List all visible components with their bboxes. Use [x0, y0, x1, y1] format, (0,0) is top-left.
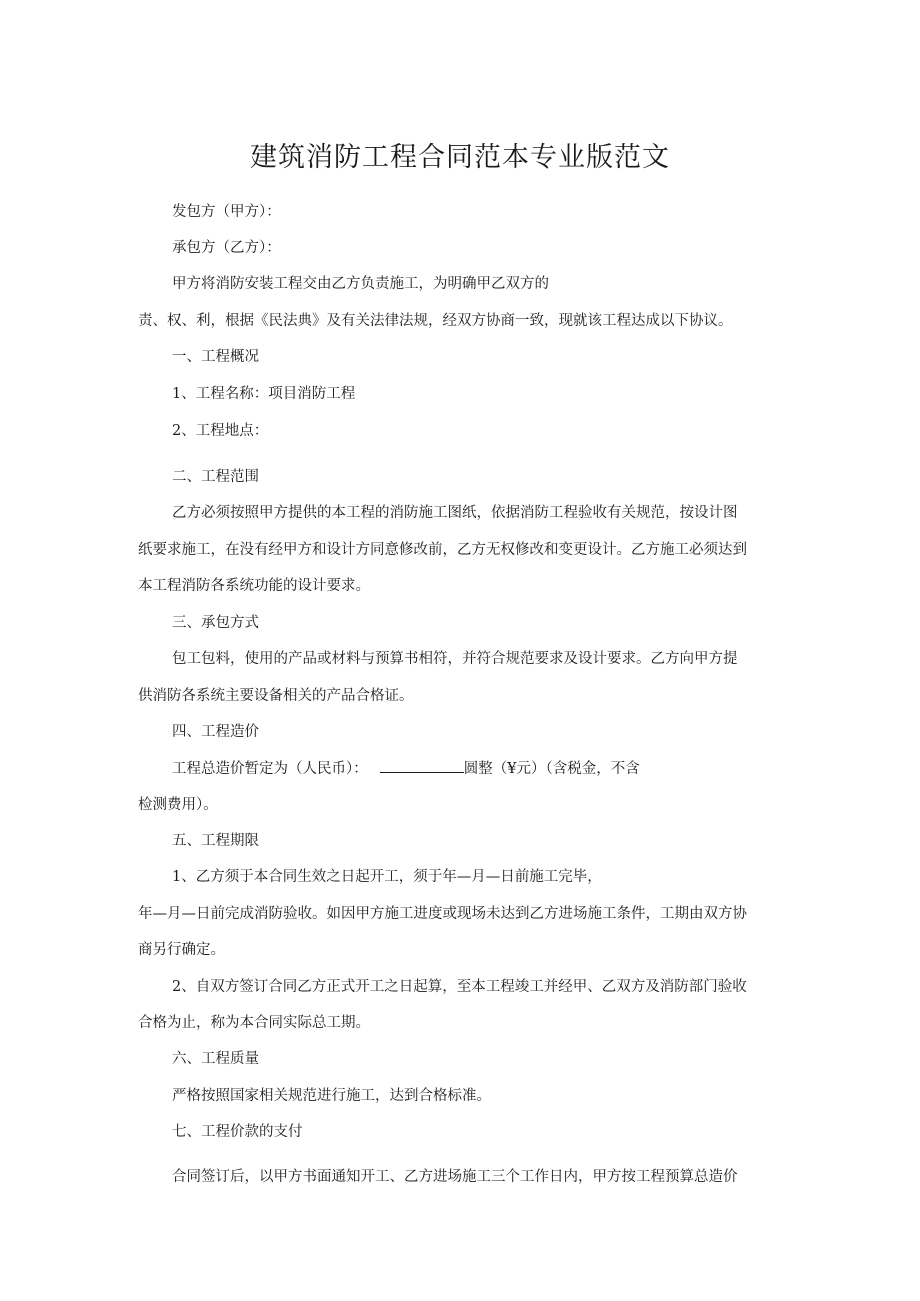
party-a-line: 发包方（甲方）： — [172, 204, 281, 220]
period-item-2-line-2: 合格为止，称为本合同实际总工期。 — [138, 1015, 370, 1031]
quality-line: 严格按照国家相关规范进行施工，达到合格标准。 — [172, 1088, 491, 1104]
section-1-heading: 一、工程概况 — [172, 349, 259, 365]
scope-line-2: 纸要求施工，在没有经甲方和设计方同意修改前，乙方无权修改和变更设计。乙方施工必须达到 — [138, 542, 747, 558]
price-line-2: 检测费用）。 — [138, 797, 218, 813]
section-7-heading: 七、工程价款的支付 — [172, 1124, 303, 1140]
price-label: 工程总造价暂定为（人民币）： — [172, 761, 368, 777]
scope-line-3: 本工程消防各系统功能的设计要求。 — [138, 578, 370, 594]
period-item-1-line-2: 年—月—日前完成消防验收。如因甲方施工进度或现场未达到乙方进场施工条件，工期由双方协 — [138, 906, 747, 922]
period-item-2-line-1: 2、自双方签订合同乙方正式开工之日起算，至本工程竣工并经甲、乙双方及消防部门验收 — [172, 979, 747, 995]
payment-line-1: 合同签订后，以甲方书面通知开工、乙方进场施工三个工作日内，甲方按工程预算总造价 — [172, 1169, 738, 1185]
document-title: 建筑消防工程合同范本专业版范文 — [250, 142, 670, 173]
preamble-line-1: 甲方将消防安装工程交由乙方负责施工，为明确甲乙双方的 — [172, 276, 549, 292]
section-3-heading: 三、承包方式 — [172, 615, 259, 631]
contract-mode-line-1: 包工包料，使用的产品或材料与预算书相符，并符合规范要求及设计要求。乙方向甲方提 — [172, 651, 738, 667]
contract-mode-line-2: 供消防各系统主要设备相关的产品合格证。 — [138, 688, 414, 704]
preamble-line-2: 责、权、利，根据《民法典》及有关法律法规，经双方协商一致，现就该工程达成以下协议。 — [138, 313, 733, 329]
project-location-line: 2、工程地点： — [172, 423, 269, 439]
period-item-1-line-1: 1、乙方须于本合同生效之日起开工，须于年—月—日前施工完毕， — [172, 869, 602, 885]
price-blank-underline — [380, 758, 464, 773]
period-item-1-line-3: 商另行确定。 — [138, 942, 225, 958]
section-4-heading: 四、工程造价 — [172, 724, 259, 740]
section-2-heading: 二、工程范围 — [172, 469, 259, 485]
section-6-heading: 六、工程质量 — [172, 1051, 259, 1067]
price-line — [172, 758, 640, 780]
project-name-line: 1、工程名称：项目消防工程 — [172, 386, 356, 402]
section-5-heading: 五、工程期限 — [172, 833, 259, 849]
price-unit-text: 圆整（¥元）（含税金，不含 — [463, 761, 640, 777]
party-b-line: 承包方（乙方）： — [172, 240, 281, 256]
scope-line-1: 乙方必须按照甲方提供的本工程的消防施工图纸，依据消防工程验收有关规范，按设计图 — [172, 505, 738, 521]
